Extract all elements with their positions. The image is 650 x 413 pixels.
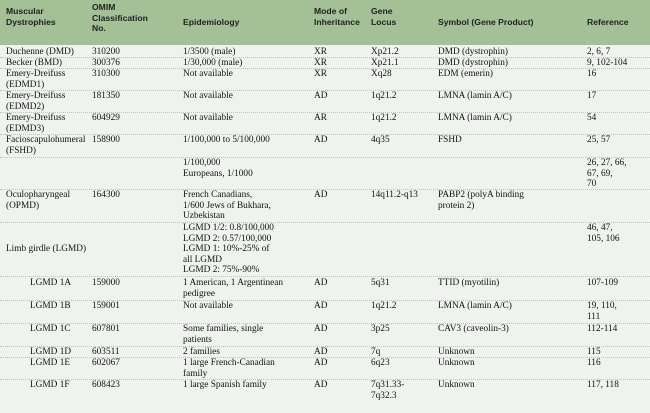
cell-mode: XR [314,47,327,57]
cell-mode: AD [314,324,328,334]
cell-ref: 107-109 [587,278,618,288]
cell-locus: 1q21.2 [371,301,397,311]
header-symbol: Symbol (Gene Product) [438,17,534,27]
cell-epi: 1 large French-Canadian family [183,358,275,379]
cell-ref: 112-114 [587,324,618,334]
cell-locus: 7q31.33- 7q32.3 [371,380,405,401]
cell-epi: 2 families [183,347,220,357]
cell-locus: 3p25 [371,324,390,334]
cell-ref: 25, 57 [587,135,611,145]
cell-mode: AD [314,358,328,368]
cell-ref: 115 [587,347,601,357]
cell-name: Facioscapulohumeral (FSHD) [6,135,86,156]
cell-epi: Not available [183,301,233,311]
cell-locus: Xp21.1 [371,58,399,68]
cell-ref: 117, 118 [587,380,619,390]
cell-name: Oculopharyngeal (OPMD) [6,190,71,211]
cell-name: Becker (BMD) [6,58,63,68]
cell-locus: 5q31 [371,278,390,288]
cell-symbol: Unknown [438,380,475,390]
cell-locus: Xq28 [371,69,392,79]
cell-symbol: LMNA (lamin A/C) [438,113,512,123]
cell-omim: 602067 [92,358,120,368]
cell-epi: LGMD 1: 10%-25% of all LGMD LGMD 2: 75%-90% [183,244,270,276]
cell-epi: Some families, single patients [183,324,264,345]
cell-epi: 1 large Spanish family [183,380,267,390]
cell-epi: 1/100,000 Europeans, 1/1000 [183,158,253,179]
cell-omim: 181350 [92,91,120,101]
header-reference: Reference [587,17,629,27]
cell-ref: 2, 6, 7 [587,47,611,57]
row-divider [0,222,650,223]
cell-epi: LGMD 1/2: 0.8/100,000 LGMD 2: 0.57/100,000 [183,223,274,244]
cell-symbol: CAV3 (caveolin-3) [438,324,509,334]
cell-epi: 1 American, 1 Argentinean pedigree [183,278,284,299]
cell-omim: 310200 [92,47,120,57]
cell-symbol: DMD (dystrophin) [438,58,508,68]
cell-mode: XR [314,58,327,68]
cell-locus: 1q21.2 [371,113,397,123]
cell-locus: 6q23 [371,358,390,368]
cell-omim: 158900 [92,135,120,145]
cell-locus: 7q [371,347,381,357]
cell-epi: 1/30,000 (male) [183,58,243,68]
cell-mode: AD [314,190,328,200]
cell-mode: AD [314,301,328,311]
cell-ref: 16 [587,69,597,79]
header-muscular-dystrophies: Muscular Dystrophies [6,6,56,27]
cell-ref: 46, 47, 105, 106 [587,223,620,244]
cell-name: LGMD 1E [30,358,71,368]
cell-ref: 17 [587,91,597,101]
cell-ref: 116 [587,358,601,368]
cell-mode: AD [314,135,328,145]
cell-ref: 26, 27, 66, 67, 69, 70 [587,158,627,190]
cell-omim: 607801 [92,324,120,334]
cell-symbol: PABP2 (polyA binding protein 2) [438,190,524,211]
header-mode-of-inheritance: Mode of Inheritance [314,6,360,27]
cell-mode: AR [314,113,327,123]
cell-name: LGMD 1D [30,347,72,357]
cell-symbol: Unknown [438,358,475,368]
header-epidemiology: Epidemiology [183,17,240,27]
cell-locus: 1q21.2 [371,91,397,101]
header-omim: OMIM Classification No. [92,2,148,33]
cell-ref: 9, 102-104 [587,58,628,68]
cell-mode: AD [314,91,328,101]
cell-mode: XR [314,69,327,79]
table-header [0,0,650,45]
cell-mode: AD [314,380,328,390]
cell-name: LGMD 1C [30,324,71,334]
cell-name: Emery-Dreifuss (EDMD1) [6,69,66,90]
cell-epi: Not available [183,69,233,79]
row-divider [0,157,650,158]
cell-omim: 164300 [92,190,120,200]
cell-symbol: TTID (myotilin) [438,278,500,288]
cell-name: LGMD 1A [30,278,72,288]
row-divider [0,276,650,277]
cell-symbol: LMNA (lamin A/C) [438,301,512,311]
cell-ref: 19, 110, 111 [587,301,617,322]
cell-omim: 159001 [92,301,120,311]
cell-omim: 603511 [92,347,120,357]
cell-ref: 54 [587,113,597,123]
cell-omim: 310300 [92,69,120,79]
cell-symbol: LMNA (lamin A/C) [438,91,512,101]
cell-epi: Not available [183,113,233,123]
cell-epi: French Canadians, 1/600 Jews of Bukhara, Uzbekistan [183,190,271,222]
cell-mode: AD [314,278,328,288]
cell-mode: AD [314,347,328,357]
cell-omim: 300376 [92,58,120,68]
cell-symbol: DMD (dystrophin) [438,47,508,57]
cell-omim: 608423 [92,380,120,390]
cell-name: Duchenne (DMD) [6,47,74,57]
cell-name: Emery-Dreifuss (EDMD2) [6,91,66,112]
cell-name: LGMD 1B [30,301,71,311]
cell-name: Limb girdle (LGMD) [6,244,87,254]
header-gene-locus: Gene Locus [371,6,397,27]
cell-name: Emery-Dreifuss (EDMD3) [6,113,66,134]
cell-epi: 1/3500 (male) [183,47,236,57]
cell-epi: Not available [183,91,233,101]
cell-omim: 159000 [92,278,120,288]
cell-symbol: EDM (emerin) [438,69,493,79]
cell-name: LGMD 1F [30,380,70,390]
cell-locus: 14q11.2-q13 [371,190,418,200]
cell-omim: 604929 [92,113,120,123]
cell-symbol: FSHD [438,135,462,145]
cell-locus: Xp21.2 [371,47,399,57]
cell-symbol: Unknown [438,347,475,357]
cell-locus: 4q35 [371,135,390,145]
cell-epi: 1/100,000 to 5/100,000 [183,135,270,145]
